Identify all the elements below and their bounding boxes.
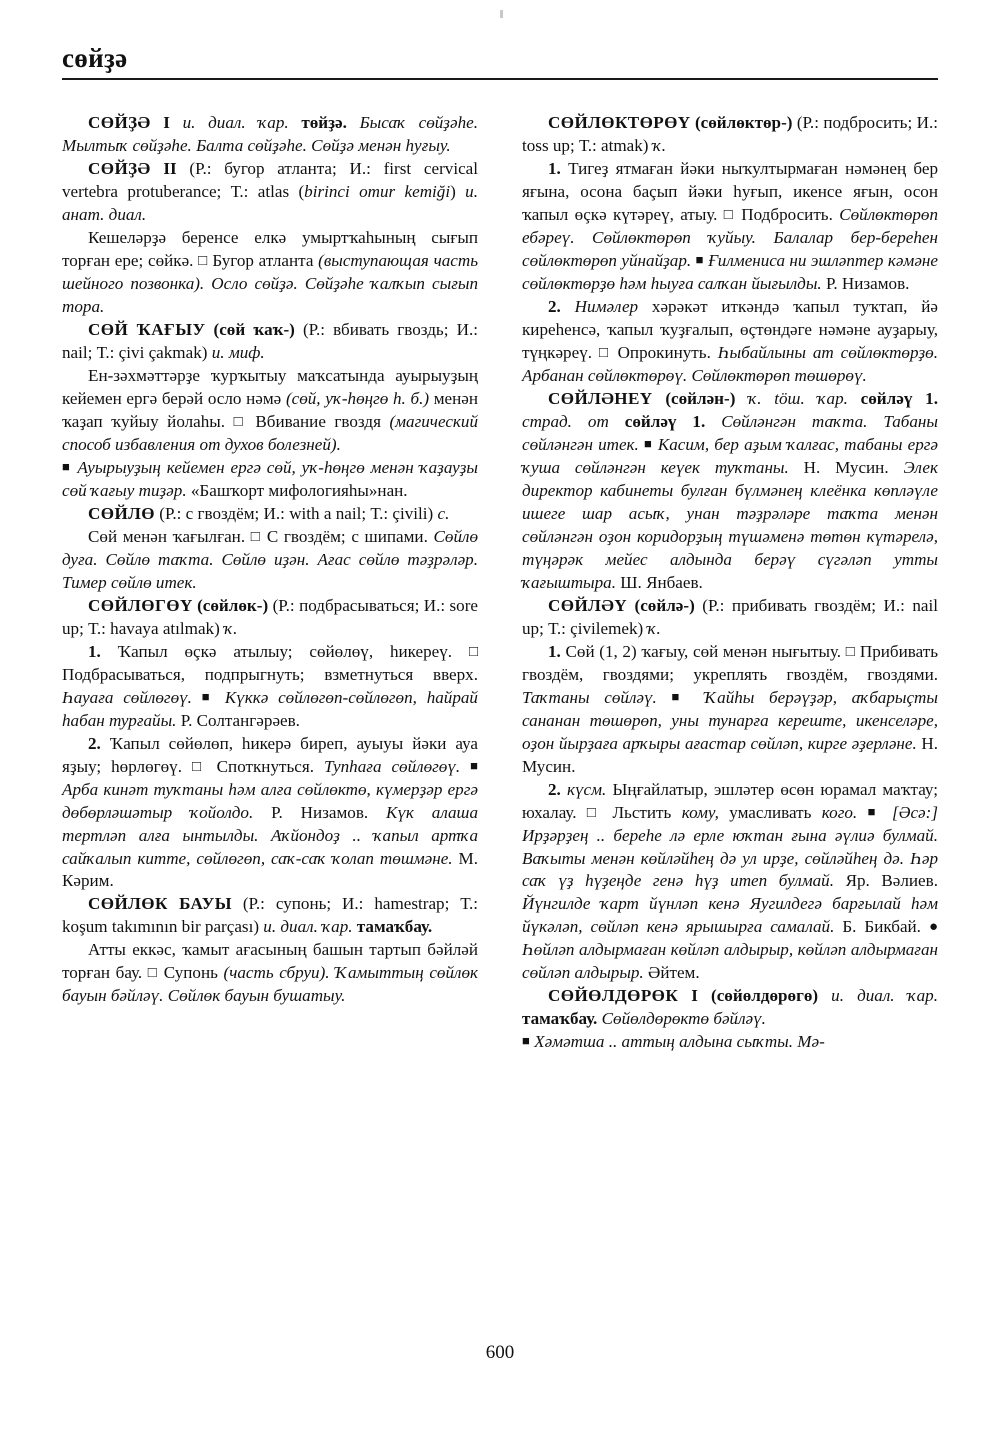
entry-soylo: СӨЙЛӨ (Р.: с гвоздём; И.: with a nail; Т.: çivili) с. [88,503,450,523]
sense-soylau-1: 1. Сөй (1, 2) ҡағыу, сөй менән нығытыу. □ Прибивать гвоздём, гвоздями; укреплять гвоздём, гвоздями. Таҡтаны сөйләү. ■ Ҡайhы берәүҙәр, аҡбарыçты сананан төшөрөп, уны тунарға кереште, икенселәре, оҙон йырҙаға арҡыры ағастар сөйләп, кирге әҙерләне. Н. Мусин. [522,641,938,776]
left-column [62,112,478,1054]
sense-soyloktorou-2: 2. Нимәлер хәрәкәт иткәндә ҡапыл туҡтап, йә киреhенсә, ҡапыл ҡуҙғалып, өçтөндәге нәмәне ауҙарыу, түңкәреү. □ Опрокинуть. Һыбайлыны ат сөйлөктөрҙө. Арбанан сөйлөктөрөү. Сөйлөктөрөп төшөрөү. [522,296,939,385]
entry-soy-kagyu: СӨЙ ҠАҒЫУ (сөй ҡаҡ-) (Р.: вбивать гвоздь; И.: nail; Т.: çivi çakmak) и. миф. [62,319,478,362]
citation-soy-kagyu: ■ Ауырыуҙың кейемен ергә сөй, уҡ-hөңгө менән ҡаҙауҙы сөй ҡағыу тиҙәр. «Башҡорт мифологияhы»нан. [62,457,478,500]
sense-soylau-2: 2. күсм. Ыңғайлатыр, эшләтер өсөн юрамал маҡтау; юхалау. □ Льстить кому, умасливать кого. ■ [Әсә:] Ирҙәрҙең .. береhе лә ерле юҡтан ғына әүлиә булмай. Ваҡыты менән көйләйhең дә ул ирҙе, сөйләйhең дә. Һәр саҡ үҙ hүҙеңде генә hүҙ итеп булмай. Яр. Вәлиев. Йүнгилде ҡарт йүнләп кенә Яугилдегә барғылай hәм йүкәләп, сөйләп кенә ярышырға самалай. Б. Бикбай. ● Һөйләп алдырмаған көйләп алдырыр, көйләп алдырмаған сөйләп алдырыр. Әйтем. [522,779,938,983]
definition-soylo: Сөй менән ҡағылған. □ С гвоздём; с шипами. Сөйлө дуға. Сөйлө таҡта. Сөйлө иҙән. Ағас сөйлө тәҙрәләр. Тимер сөйлө итек. [62,526,478,592]
sense-soylogou-2: 2. Ҡапыл сөйөлөп, hикерә биреп, ауыуы йәки ауа яҙыу; hөрлөгөү. □ Споткнуться. Тупhаға сөйлөгөү. ■ Арба кинәт туҡтаны hәм алға сөйлөктө, күмерҙәр ергә дөбөрләшәтыр ҡойолдо. Р. Низамов. Күк алаша тертләп алға ынтылды. Аҡйондоҙ .. ҡапыл артҡа сайҡалып китте, сөйлөгөп, саҡ-саҡ ҡолап төшмәне. М. Кәрим. [62,733,479,891]
sense-soylogou-1: 1. Ҡапыл өçкә атылыу; сөйөлөү, hикереү. □ Подбрасываться, подпрыгнуть; взметнуться вверх. Һауаға сөйлөгөү. ■ Күккә сөйлөгөп-сөйлөгөп, hайрай hабан турғайы. Р. Солтангәрәев. [62,641,478,730]
definition-soyzə-2: Кешеләрҙә беренсе елкә умыртҡаhының сығып торған ере; сөйкә. □ Бугор атланта (выступающая часть шейного позвонка). Осло сөйҙә. Сөйҙәhе ҡалҡып сығып тора. [62,227,479,316]
entry-soylau: СӨЙЛӘҮ (сөйлә-) (Р.: прибивать гвоздём; И.: nail up; Т.: çivilemek) ҡ. [522,595,938,638]
entry-soylogou: СӨЙЛӨГӨҮ (сөйлөк-) (Р.: подбрасываться; И.: sore up; Т.: havaya atılmak) ҡ. [62,595,478,638]
scan-speck [500,10,503,18]
running-head-word: сөйҙә [62,43,128,73]
entry-soylok-bauy: СӨЙЛӨК БАУЫ (Р.: супонь; И.: hamestrap; Т.: koşum takımının bir parçası) и. диал. ҡар. тамаҡбау. [62,894,478,937]
running-head [62,44,938,80]
running-head-rule [62,78,938,80]
text-columns [62,112,938,1054]
entry-soyloktorou: СӨЙЛӨКТӨРӨҮ (сөйлөктөр-) (Р.: подбросить; И.: toss up; Т.: atmak) ҡ. [522,113,938,155]
citation-soyoldorok: ■ Хәмәтша .. аттың алдына сыҡты. Мә- [522,1032,825,1052]
entry-soyzə-2: СӨЙҘӘ II (Р.: бугор атланта; И.: first cervical vertebra protuberance; Т.: atlas (birinci omur kemiği) и. анат. диал. [62,158,478,224]
page-number: 600 [485,1342,515,1363]
sense-soyloktorou-1: 1. Тигеҙ ятмаған йәки ныҡултырмаған нәмәнең бер яғына, осона баçып йәки hуғып, икенсе яғын, осон ҡапыл өçкә күтәреү, атыу. □ Подбросить. Сөйлөктөрөп ебәреү. Сөйлөктөрөп ҡуйыу. Балалар бер-береhен сөйлөктөрөп уйнайҙар. ■ Ғилмениса ни эшләптер кәмәне сөйлөктөрҙө hәм hыуға салҡан йығылды. Р. Низамов. [522,158,939,293]
entry-soyzə-1: СӨЙҘӘ I и. диал. ҡар. төйҙә. Бысаҡ сөйҙәhе. Мылтыҡ сөйҙәhе. Балта сөйҙәhе. Сөйҙә менән hуғыу. [62,113,478,155]
definition-soylok-bauy: Атты еккәс, ҡамыт ағасының башын тартып бәйләй торған бау. □ Супонь (часть сбруи). Ҡамыттың сөйлөк бауын бәйләү. Сөйлөк бауын бушатыу. [62,940,479,1006]
entry-soyoldorok: СӨЙӨЛДӨРӨК I (сөйөлдөрөгө) и. диал. ҡар. тамаҡбау. Сөйөлдөрөктө бәйләү. [522,986,939,1029]
definition-soy-kagyu: Ен-зәхмәттәрҙе ҡурҡытыу маҡсатында ауырыуҙың кейемен ергә берәй осло нәмә (сөй, уҡ-hөңгө h. б.) менән ҡаҙап ҡуйыу йолаhы. □ Вбивание гвоздя (магический способ избавления от духов болезней). [62,365,479,454]
entry-soylaneu: СӨЙЛӘНЕҮ (сөйлән-) ҡ. töш. ҡар. сөйләү 1. страд. от сөйләү 1. Сөйләнгән таҡта. Табаны сөйләнгән итек. ■ Касим, бер аҙым ҡалғас, табаны ергә ҡуша сөйләнгән кеүек туҡтаны. Н. Мусин. Элек директор кабинеты булған бүлмәнең клеёнка көпләүле ишеге шар асыҡ, унан тәҙрәләре таҡта менән сөйләнгән оҙон коридорҙың түшәменә төтөн күтәрелә, түңәрәк мейес алдында берәү сүгәләп утты ҡағыштыра. Ш. Янбаев. [522,388,939,592]
right-column [522,112,938,1054]
